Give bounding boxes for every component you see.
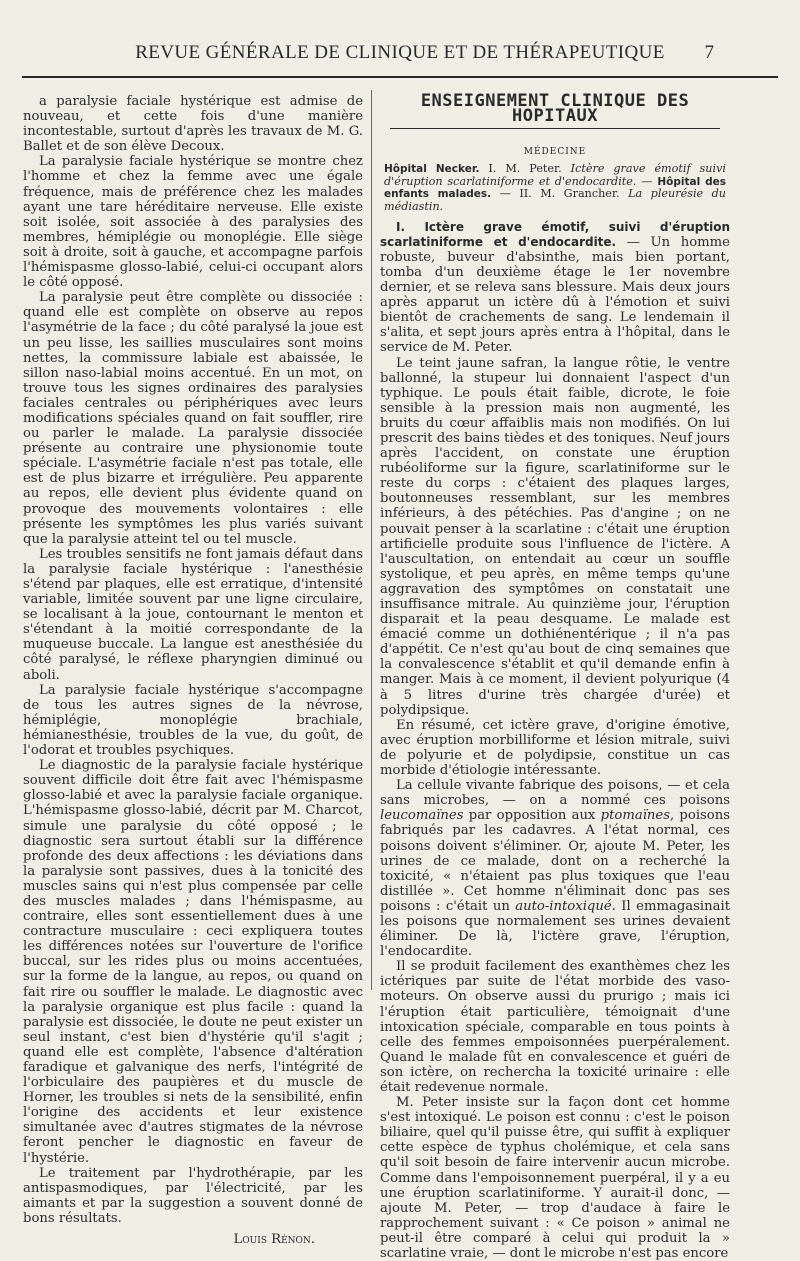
header-rule [22, 76, 778, 78]
paragraph-text: par opposition aux [463, 808, 601, 824]
italic-term: leucomaïnes [380, 808, 464, 824]
author-signature: Louis Rénon. [233, 1232, 315, 1248]
paragraph: M. Peter insiste sur la façon dont cet homme s'est intoxiqué. Le poison est connu : c'est le poison biliaire, quel qu'il puisse être, qui suffit à expliquer cette espèce de typhus cholémique, et cela sans qu'il soit besoin de faire intervenir aucun microbe. Comme dans l'empoisonnement puerpéral, il y a eu une éruption scarlatiniforme. Y aurait-il donc, — ajoute M. Peter, — trop d'audace à faire le rapprochement suivant : « Ce poison » animal ne peut-il être comparé à celui qui produit la » scarlatine vraie, — dont le microbe n'est pas encore [380, 1095, 730, 1261]
paragraph-text: . Il emmagasinait les poisons que normalement ses urines devaient éliminer. De là, l'ictère grave, l'éruption, l'endocardite. [380, 898, 730, 960]
left-column [23, 94, 363, 1247]
paragraph: Les troubles sensitifs ne font jamais défaut dans la paralysie faciale hystérique : l'anesthésie s'étend par plaques, elle est erratique, d'intensité variable, limitée souvent par une ligne circulaire, se localisant à la joue, contournant le menton et s'étendant à la moitié correspondante de la muqueuse buccale. La langue est anesthésiée du côté paralysé, le réflexe pharyngien diminué ou aboli. [23, 546, 363, 683]
paragraph-text: La cellule vivante fabrique des poisons, — et cela sans microbes, — on a nommé ces poisons [380, 778, 730, 809]
italic-term: auto-intoxiqué [515, 898, 612, 914]
lecture-subject: La pleurésie du médiastin. [384, 187, 726, 214]
title-rule [390, 128, 720, 129]
paragraph: La paralysie faciale hystérique se montre chez l'homme et chez la femme avec une égale fréquence, mais de préférence chez les malades ayant une tare héréditaire nerveuse. Elle existe soit isolée, soit associée à des paralysies des membres, hémiplégie ou monoplégie. Elle siège soit à droite, soit à gauche, et accompagne parfois l'hémispasme glosso-labié, celui-ci occupant alors le côté opposé. [23, 154, 363, 291]
paragraph: La paralysie faciale hystérique s'accompagne de tous les autres signes de la névrose, hémiplégie, monoplégie brachiale, hémianesthésie, troubles de la vue, du goût, de l'odorat et troubles psychiques. [23, 682, 363, 759]
case-heading: I. Ictère grave émotif, suivi d'éruption scarlatiniforme et d'endocardite. [380, 219, 730, 249]
paragraph [380, 220, 730, 356]
lecture-part: I. M. Peter. [479, 162, 571, 176]
paragraph: Le diagnostic de la paralysie faciale hystérique souvent difficile doit être fait avec l'hémispasme glosso-labié et avec la paralysie faciale organique. L'hémispasme glosso-labié, décrit par M. Charcot, simule une paralysie du côté opposé ; le diagnostic sera surtout établi sur la différence profonde des deux affections : les déviations dans la paralysie sont passives, dues à la tonicité des muscles sains qui n'est plus compensée par celle des muscles malades ; dans l'hémispasme, au contraire, elles sont essentiellement dues à une contracture musculaire : ceci expliquera toutes les différences notées sur l'ouverture de l'orifice buccal, sur les rides plus ou moins accentuées, sur la forme de la langue, au repos, ou quand on fait rire ou souffler le malade. Le diagnostic avec la paralysie organique est plus facile : quand la paralysie est dissociée, le doute ne peut exister un seul instant, c'est bien d'hystérie qu'il s'agit ; quand elle est complète, l'absence d'altération faradique et galvanique des nerfs, l'intégrité de l'orbiculaire des paupières et du muscle de Horner, les troubles si nets de la sensibilité, enfin l'origine des accidents et leur existence simultanée avec d'autres stigmates de la névrose feront pencher le diagnostic en faveur de l'hystérie. [23, 758, 363, 1166]
lecture-part: — II. M. Grancher. [491, 187, 629, 201]
right-column [380, 91, 731, 1261]
paragraph: En résumé, cet ictère grave, d'origine émotive, avec éruption morbilliforme et lésion mitrale, suivi de polyurie et de polydipsie, constitue un cas morbide d'étiologie intéressante. [380, 717, 730, 779]
section-title: ENSEIGNEMENT CLINIQUE DES HOPITAUX [420, 91, 690, 127]
section-kicker: MÉDECINE [523, 147, 587, 158]
separator: — [636, 174, 658, 188]
paragraph-text: , poisons fabriqués par les cadavres. A l'état normal, ces poisons doivent s'éliminer. Or, ajoute M. Peter, les urines de ce malade, dont on a recherché la toxicité, « n'étaient pas plus toxiques que l'eau distillée ». Cet homme n'éliminait donc pas ses poisons : c'était un [380, 808, 731, 914]
running-head: REVUE GÉNÉRALE DE CLINIQUE ET DE THÉRAPEUTIQUE [135, 42, 665, 63]
lecture-summary [384, 163, 726, 213]
paragraph: Il se produit facilement des exanthèmes chez les ictériques par suite de l'état morbide des vaso-moteurs. On observe aussi du prurigo ; mais ici l'éruption était particulière, témoignait d'une intoxication spéciale, comparable en tous points à celle des femmes empoisonnées puerpéralement. Quand le malade fût en convalescence et guéri de son ictère, on rechercha la toxicité urinaire : elle était redevenue normale. [380, 959, 730, 1095]
paragraph: Le traitement par l'hydrothérapie, par les antispasmodiques, par l'électricité, par les aimants et par la suggestion a souvent donné de bons résultats. [23, 1165, 363, 1226]
paragraph: La paralysie peut être complète ou dissociée : quand elle est complète on observe au repos l'asymétrie de la face ; du côté paralysé la joue est un peu lisse, les saillies musculaires sont moins nettes, la commissure labiale est abaissée, le sillon naso-labial moins accentué. En un mot, on trouve tous les signes ordinaires des paralysies faciales centrales ou périphériques avec leurs modifications spéciales quand on fait souffler, rire ou parler le malade. La paralysie dissociée présente au contraire une physionomie toute spéciale. L'asymétrie faciale n'est pas totale, elle est de plus bizarre et irrégulière. Peu apparente au repos, elle devient plus évidente quand on provoque des mouvements volontaires : elle présente les symptômes les plus variés suivant que la paralysie atteint tel ou tel muscle. [23, 290, 363, 547]
italic-term: ptomaïnes [600, 808, 670, 824]
paragraph: a paralysie faciale hystérique est admise de nouveau, et cette fois d'une manière incontestable, surtout d'après les travaux de M. G. Ballet et de son élève Decoux. [23, 94, 363, 155]
paragraph-text: — Un homme robuste, buveur d'absinthe, mais bien portant, tomba d'un deuxième étage le 1er novembre dernier, et se releva sans blessure. Mais deux jours après apparut un ictère dû à l'émotion et suivi bientôt de crachements de sang. Le lendemain il s'alita, et sept jours après entra à l'hôpital, dans le service de M. Peter. [380, 234, 730, 356]
hospital-name: Hôpital des enfants malades. [384, 175, 726, 201]
hospital-name: Hôpital Necker. [384, 163, 480, 176]
lecture-subject: Ictère grave émotif suivi d'éruption scarlatiniforme et d'endocardite. [384, 162, 726, 188]
paragraph: Le teint jaune safran, la langue rôtie, le ventre ballonné, la stupeur lui donnaient l'aspect d'un typhique. Le pouls était faible, dicrote, le foie sensible à la pression mais non augmenté, les bruits du cœur affaiblis mais non modifiés. On lui prescrit des bains tièdes et des toniques. Neuf jours après l'accident, on constate une éruption rubéoliforme sur la figure, scarlatiniforme sur le reste du corps : c'étaient des plaques larges, boutonneuses ressemblant, sur les membres inférieurs, à des pétéchies. Pas d'angine ; on ne pouvait penser à la scarlatine : c'était une éruption artificielle produite sous l'influence de l'ictère. A l'auscultation, on entendait au cœur un souffle systolique, et peu après, en même temps qu'une aggravation des symptômes on constatait une insuffisance mitrale. Au quinzième jour, l'éruption disparait et la peau desquame. Le malade est émacié comme un dothiénentérique ; il n'a pas d'appétit. Ce n'est qu'au bout de cinq semaines que la convalescence s'établit et qu'il demande enfin à manger. Mais à ce moment, il devient polyurique (4 à 5 litres d'urine très chargée d'urée) et polydipsique. [380, 355, 730, 718]
paragraph [380, 778, 730, 959]
column-divider [371, 90, 372, 990]
page-number: 7 [704, 42, 714, 63]
